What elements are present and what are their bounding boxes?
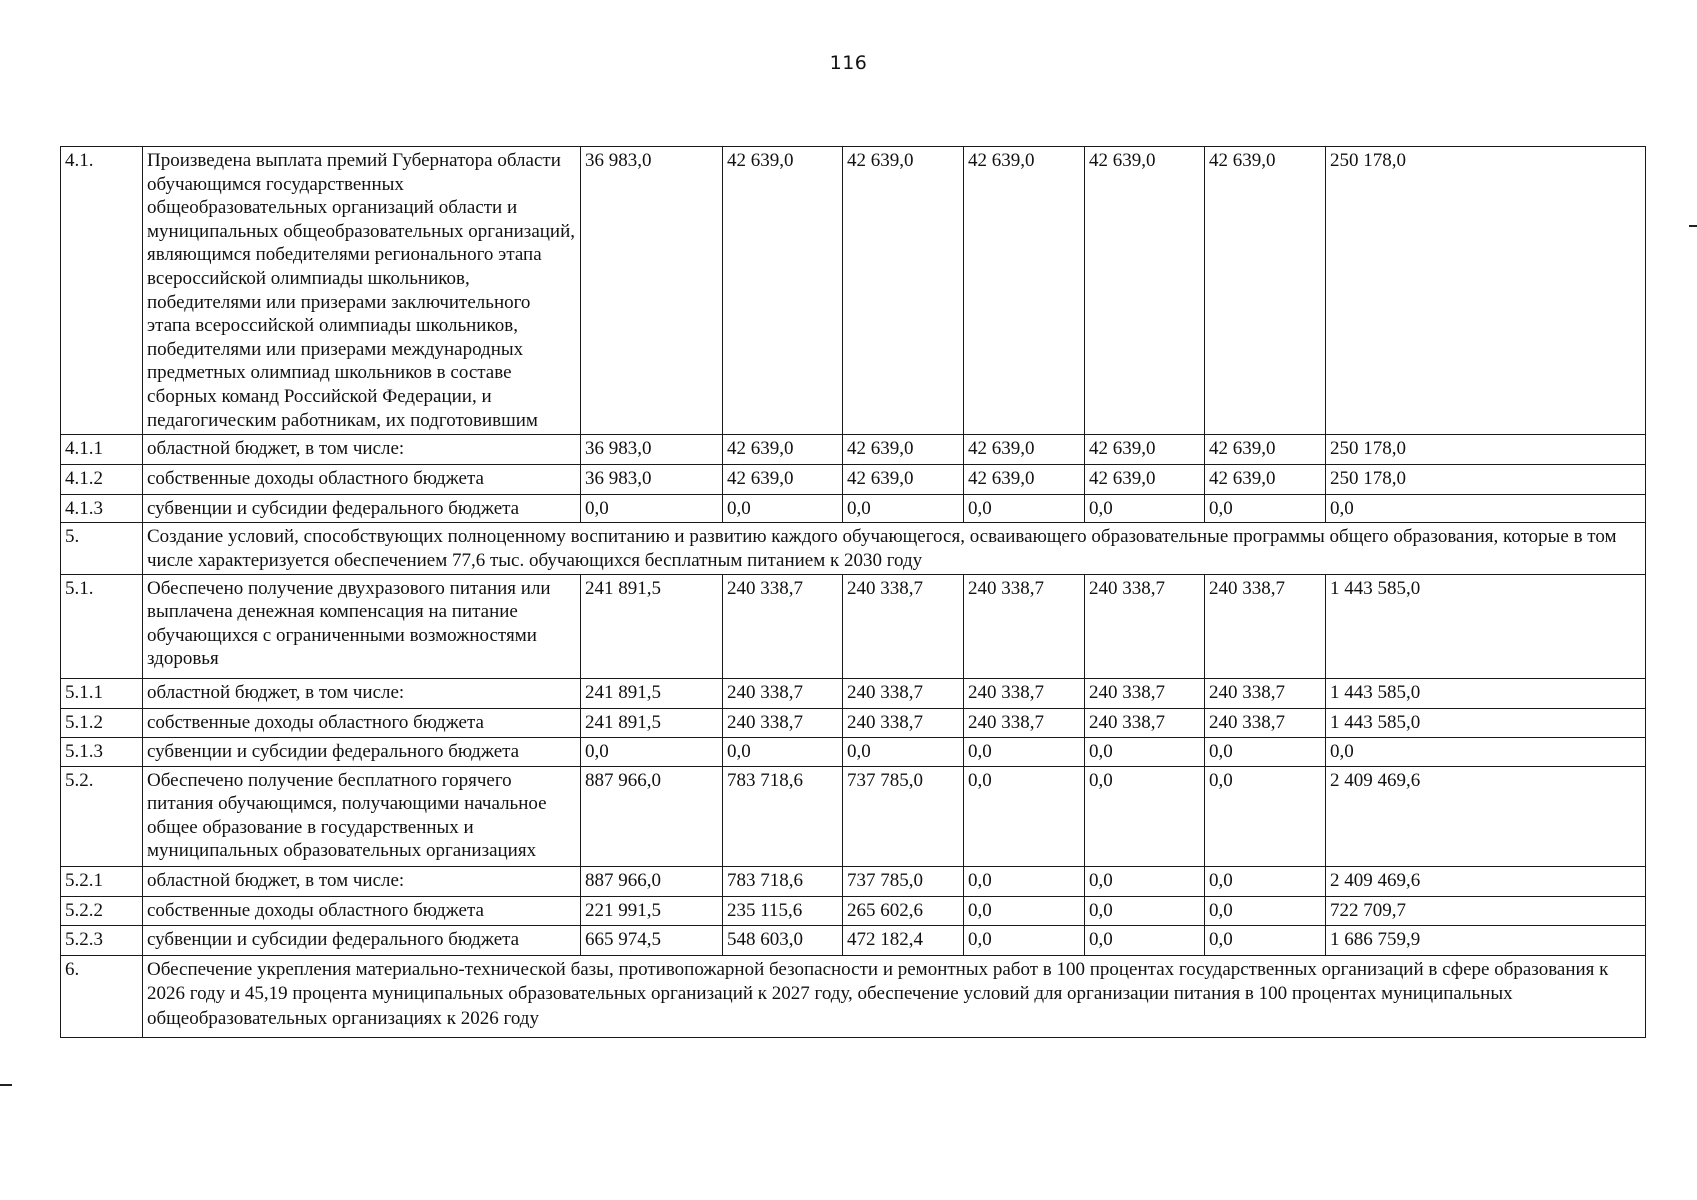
amount-cell: 42 639,0 <box>1205 147 1326 435</box>
row-description: Обеспечено получение бесплатного горячего питания обучающимся, получающими начальное общее образование в государственных и муниципальных образовательных организациях <box>143 766 581 866</box>
row-description: собственные доходы областного бюджета <box>143 896 581 925</box>
row-description: областной бюджет, в том числе: <box>143 678 581 708</box>
amount-cell: 240 338,7 <box>1085 678 1205 708</box>
table-row <box>61 495 1646 523</box>
amount-cell: 0,0 <box>1085 766 1205 866</box>
table-row <box>61 678 1646 708</box>
amount-cell: 240 338,7 <box>1085 574 1205 678</box>
table-row <box>61 708 1646 737</box>
amount-cell: 887 966,0 <box>581 866 723 896</box>
amount-cell: 240 338,7 <box>843 708 964 737</box>
row-total: 1 443 585,0 <box>1326 678 1646 708</box>
table-body <box>61 147 1646 1038</box>
row-total: 2 409 469,6 <box>1326 866 1646 896</box>
amount-cell: 0,0 <box>1205 925 1326 955</box>
amount-cell: 42 639,0 <box>843 465 964 495</box>
amount-cell: 0,0 <box>1205 495 1326 523</box>
page-number: 116 <box>829 52 868 74</box>
row-description: субвенции и субсидии федерального бюджета <box>143 495 581 523</box>
table-row <box>61 925 1646 955</box>
amount-cell: 42 639,0 <box>1085 465 1205 495</box>
row-number: 4.1.2 <box>61 465 143 495</box>
amount-cell: 240 338,7 <box>964 708 1085 737</box>
row-number: 5.2.2 <box>61 896 143 925</box>
row-number: 5.1.1 <box>61 678 143 708</box>
amount-cell: 241 891,5 <box>581 708 723 737</box>
amount-cell: 240 338,7 <box>964 678 1085 708</box>
row-number: 4.1. <box>61 147 143 435</box>
table-row <box>61 147 1646 435</box>
row-description: субвенции и субсидии федерального бюджета <box>143 737 581 766</box>
amount-cell: 548 603,0 <box>723 925 843 955</box>
amount-cell: 0,0 <box>723 737 843 766</box>
amount-cell: 265 602,6 <box>843 896 964 925</box>
amount-cell: 0,0 <box>1085 896 1205 925</box>
margin-mark <box>0 1084 12 1086</box>
table-row <box>61 955 1646 1037</box>
amount-cell: 0,0 <box>964 925 1085 955</box>
row-number: 5.2.1 <box>61 866 143 896</box>
row-number: 5. <box>61 522 143 574</box>
amount-cell: 0,0 <box>843 495 964 523</box>
amount-cell: 0,0 <box>1205 737 1326 766</box>
amount-cell: 0,0 <box>1085 495 1205 523</box>
amount-cell: 240 338,7 <box>964 574 1085 678</box>
amount-cell: 42 639,0 <box>964 147 1085 435</box>
amount-cell: 240 338,7 <box>1205 678 1326 708</box>
table-row <box>61 465 1646 495</box>
amount-cell: 0,0 <box>843 737 964 766</box>
row-description: собственные доходы областного бюджета <box>143 708 581 737</box>
section-description: Обеспечение укрепления материально-технической базы, противопожарной безопасности и ремонтных работ в 100 процентах государственных организаций в сфере образования к 2026 году и 45,19 процента муниципальных образовательных организаций к 2027 году, обеспечение условий для организации питания в 100 процентах муниципальных общеобразовательных организациях к 2026 году <box>143 955 1646 1037</box>
amount-cell: 0,0 <box>723 495 843 523</box>
row-total: 1 443 585,0 <box>1326 708 1646 737</box>
amount-cell: 0,0 <box>964 737 1085 766</box>
row-total: 250 178,0 <box>1326 147 1646 435</box>
amount-cell: 783 718,6 <box>723 766 843 866</box>
amount-cell: 240 338,7 <box>723 678 843 708</box>
amount-cell: 36 983,0 <box>581 435 723 465</box>
amount-cell: 240 338,7 <box>1205 708 1326 737</box>
amount-cell: 42 639,0 <box>723 465 843 495</box>
amount-cell: 472 182,4 <box>843 925 964 955</box>
row-description: собственные доходы областного бюджета <box>143 465 581 495</box>
table-row <box>61 522 1646 574</box>
amount-cell: 42 639,0 <box>964 435 1085 465</box>
row-description: областной бюджет, в том числе: <box>143 435 581 465</box>
table-row <box>61 896 1646 925</box>
row-number: 6. <box>61 955 143 1037</box>
section-description: Создание условий, способствующих полноценному воспитанию и развитию каждого обучающегося, осваивающего образовательные программы общего образования, которые в том числе характеризуется обеспечением 77,6 тыс. обучающихся бесплатным питанием к 2030 году <box>143 522 1646 574</box>
row-total: 2 409 469,6 <box>1326 766 1646 866</box>
row-number: 5.2.3 <box>61 925 143 955</box>
amount-cell: 665 974,5 <box>581 925 723 955</box>
amount-cell: 737 785,0 <box>843 866 964 896</box>
amount-cell: 240 338,7 <box>843 678 964 708</box>
row-number: 5.1.3 <box>61 737 143 766</box>
row-description: субвенции и субсидии федерального бюджета <box>143 925 581 955</box>
amount-cell: 0,0 <box>581 737 723 766</box>
amount-cell: 36 983,0 <box>581 147 723 435</box>
row-description: Обеспечено получение двухразового питания или выплачена денежная компенсация на питание обучающихся с ограниченными возможностями здоровья <box>143 574 581 678</box>
amount-cell: 240 338,7 <box>843 574 964 678</box>
row-number: 5.1.2 <box>61 708 143 737</box>
row-number: 5.1. <box>61 574 143 678</box>
amount-cell: 42 639,0 <box>1205 465 1326 495</box>
table-row <box>61 435 1646 465</box>
amount-cell: 0,0 <box>1205 866 1326 896</box>
table-row <box>61 766 1646 866</box>
row-number: 5.2. <box>61 766 143 866</box>
row-total: 250 178,0 <box>1326 435 1646 465</box>
amount-cell: 240 338,7 <box>723 574 843 678</box>
amount-cell: 0,0 <box>1205 766 1326 866</box>
amount-cell: 240 338,7 <box>1205 574 1326 678</box>
amount-cell: 42 639,0 <box>723 147 843 435</box>
amount-cell: 0,0 <box>964 866 1085 896</box>
amount-cell: 887 966,0 <box>581 766 723 866</box>
amount-cell: 240 338,7 <box>1085 708 1205 737</box>
amount-cell: 241 891,5 <box>581 678 723 708</box>
amount-cell: 240 338,7 <box>723 708 843 737</box>
amount-cell: 0,0 <box>964 766 1085 866</box>
amount-cell: 737 785,0 <box>843 766 964 866</box>
row-description: областной бюджет, в том числе: <box>143 866 581 896</box>
table-row <box>61 866 1646 896</box>
amount-cell: 0,0 <box>964 495 1085 523</box>
budget-table <box>60 146 1646 1038</box>
amount-cell: 241 891,5 <box>581 574 723 678</box>
row-total: 0,0 <box>1326 495 1646 523</box>
amount-cell: 0,0 <box>1085 737 1205 766</box>
table-row <box>61 737 1646 766</box>
amount-cell: 42 639,0 <box>843 147 964 435</box>
margin-mark-right <box>1689 225 1697 227</box>
amount-cell: 42 639,0 <box>723 435 843 465</box>
amount-cell: 42 639,0 <box>843 435 964 465</box>
amount-cell: 0,0 <box>1085 866 1205 896</box>
row-total: 0,0 <box>1326 737 1646 766</box>
row-total: 250 178,0 <box>1326 465 1646 495</box>
row-total: 722 709,7 <box>1326 896 1646 925</box>
amount-cell: 221 991,5 <box>581 896 723 925</box>
row-description: Произведена выплата премий Губернатора области обучающимся государственных общеобразовательных организаций области и муниципальных общеобразовательных организаций, являющимся победителями регионального этапа всероссийской олимпиады школьников, победителями или призерами заключительного этапа всероссийской олимпиады школьников, победителями или призерами международных предметных олимпиад школьников в составе сборных команд Российской Федерации, и педагогическим работникам, их подготовившим <box>143 147 581 435</box>
row-total: 1 686 759,9 <box>1326 925 1646 955</box>
amount-cell: 783 718,6 <box>723 866 843 896</box>
row-number: 4.1.3 <box>61 495 143 523</box>
amount-cell: 42 639,0 <box>1085 435 1205 465</box>
table-row <box>61 574 1646 678</box>
row-total: 1 443 585,0 <box>1326 574 1646 678</box>
amount-cell: 0,0 <box>1205 896 1326 925</box>
amount-cell: 42 639,0 <box>1085 147 1205 435</box>
amount-cell: 42 639,0 <box>964 465 1085 495</box>
amount-cell: 0,0 <box>964 896 1085 925</box>
amount-cell: 0,0 <box>581 495 723 523</box>
amount-cell: 36 983,0 <box>581 465 723 495</box>
amount-cell: 42 639,0 <box>1205 435 1326 465</box>
amount-cell: 0,0 <box>1085 925 1205 955</box>
amount-cell: 235 115,6 <box>723 896 843 925</box>
row-number: 4.1.1 <box>61 435 143 465</box>
